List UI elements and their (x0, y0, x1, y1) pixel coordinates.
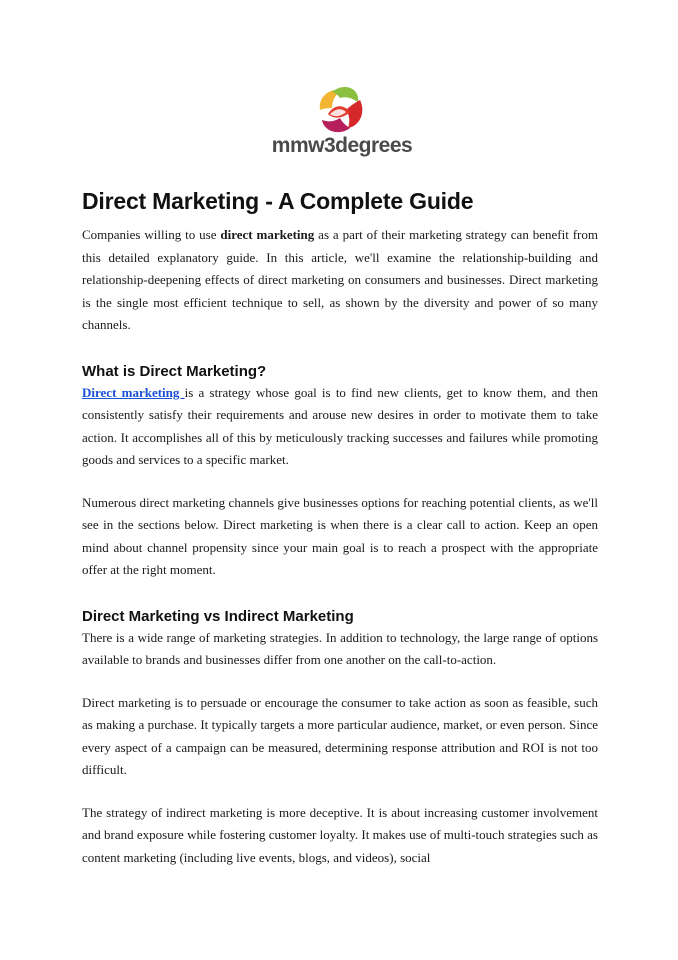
what-is-paragraph-1-text: is a strategy whose goal is to find new clients, get to know them, and then consistently satisfy their requirements and arouse new desires in order to motivate them to take action. It accomplishes all of this by meticulously tracking successes and failures while promoting goods and services to a specific market. (82, 384, 598, 467)
swirl-logo-icon (314, 84, 366, 134)
vs-paragraph-1: There is a wide range of marketing strategies. In addition to technology, the large range of options available to brands and businesses differ from one another on the call-to-action. (82, 629, 598, 667)
section-heading-vs: Direct Marketing vs Indirect Marketing (82, 607, 354, 625)
intro-text-end: as a part of their marketing strategy can benefit from this detailed explanatory guide. In this article, we'll examine the relationship-building and relationship-deepening effects of direct marketing on consumers and businesses. Direct marketing is the single most efficient technique to sell, as shown by the diversity and power of so many channels. (82, 227, 598, 332)
intro-text-start: Companies willing to use (82, 227, 221, 242)
page-title: Direct Marketing - A Complete Guide (82, 188, 474, 214)
direct-marketing-link[interactable]: Direct marketing (82, 384, 185, 400)
article (82, 188, 598, 869)
intro-paragraph (82, 224, 598, 337)
logo-wordmark: mmw3degrees (271, 134, 413, 157)
vs-paragraph-2: Direct marketing is to persuade or encourage the consumer to take action as soon as feasible, such as making a purchase. It typically targets a more particular audience, market, or even person. Since every aspect of a campaign can be measured, determining response attribution and ROI is not too difficult. (82, 694, 598, 777)
section-heading-what-is: What is Direct Marketing? (82, 362, 267, 380)
company-logo (262, 84, 422, 166)
what-is-paragraph-2: Numerous direct marketing channels give businesses options for reaching potential clients, as we'll see in the sections below. Direct marketing is when there is a clear call to action. Keep an open mind about channel propensity since your main goal is to reach a prospect with the appropriate offer at the right moment. (82, 494, 598, 577)
vs-paragraph-3: The strategy of indirect marketing is more deceptive. It is about increasing customer involvement and brand exposure while fostering customer loyalty. It makes use of multi-touch strategies such as content marketing (including live events, blogs, and videos), social (82, 804, 598, 865)
what-is-paragraph-1 (82, 382, 598, 472)
intro-bold-term: direct marketing (220, 227, 315, 242)
